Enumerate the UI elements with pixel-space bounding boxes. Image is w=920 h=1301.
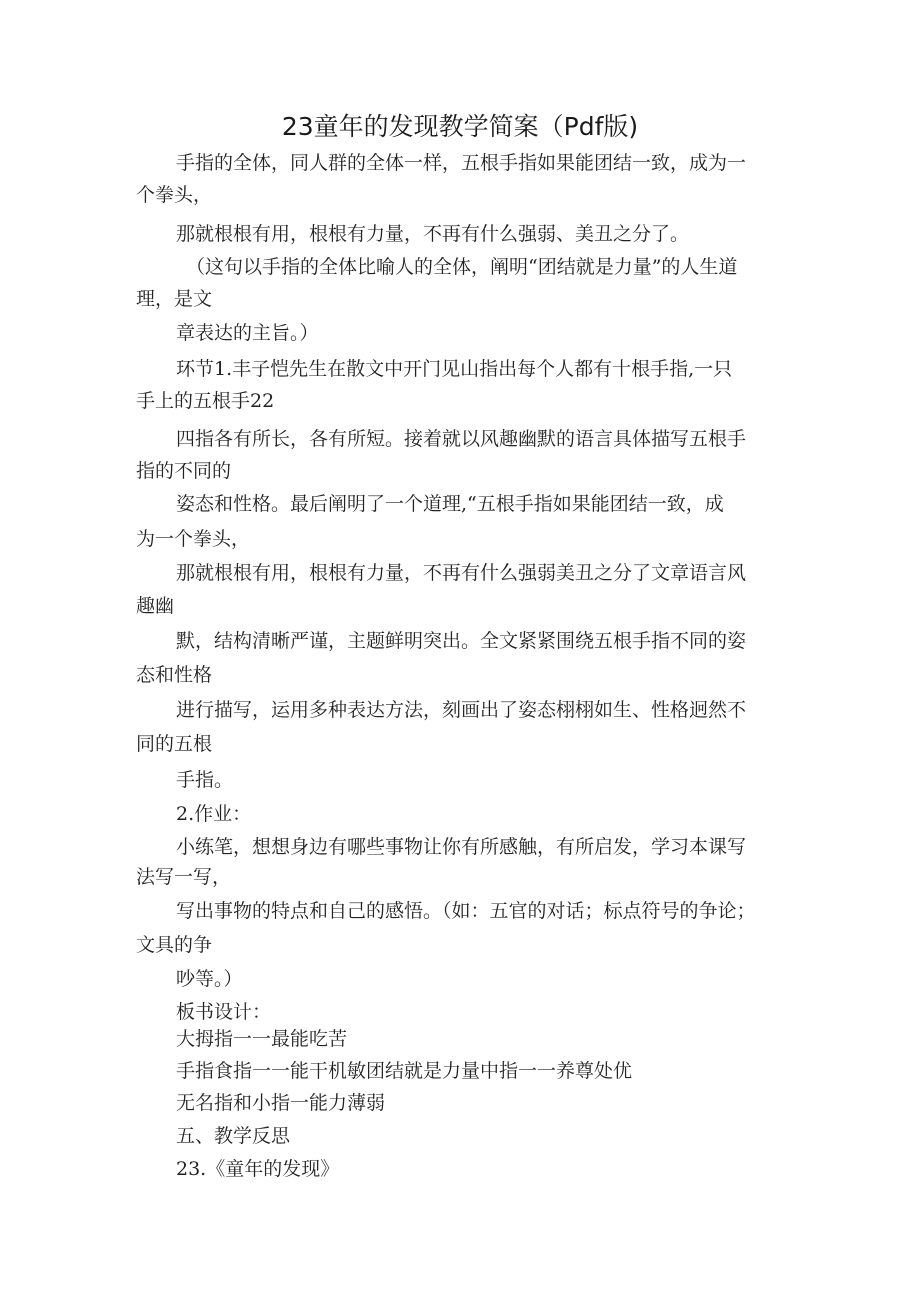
text-line: 法写一写，: [136, 866, 232, 888]
text-line: 四指各有所长，各有所短。接着就以风趣幽默的语言具体描写五根手: [176, 428, 747, 450]
text-line: 默，结构清晰严谨，主题鲜明突出。全文紧紧围绕五根手指不同的姿: [176, 630, 747, 652]
text-line: 手上的五根手22: [136, 390, 275, 412]
text-line: 姿态和性格。最后阐明了一个道理,“五根手指如果能团结一致，成: [176, 493, 724, 515]
text-line: 同的五根: [136, 733, 213, 755]
text-line: 进行描写，运用多种表达方法，刻画出了姿态栩栩如生、性格迥然不: [176, 699, 747, 721]
text-line: 环节1.丰子恺先生在散文中开门见山指出每个人都有十根手指,一只: [176, 358, 733, 380]
text-line: 文具的争: [136, 934, 213, 956]
text-line: 无名指和小指一能力薄弱: [176, 1092, 386, 1114]
text-line: 手指食指一一能干机敏团结就是力量中指一一养尊处优: [176, 1060, 633, 1082]
text-line: 章表达的主旨。）: [176, 322, 319, 344]
text-line: 趣幽: [136, 595, 175, 617]
text-line: 态和性格: [136, 664, 213, 686]
text-line: 那就根根有用，根根有力量，不再有什么强弱美丑之分了文章语言风: [176, 562, 747, 584]
text-line: 为一个拳头，: [136, 528, 251, 550]
text-line: 理，是文: [136, 288, 213, 310]
text-line: 小练笔，想想身边有哪些事物让你有所感触，有所启发，学习本课写: [176, 836, 747, 858]
text-line: 写出事物的特点和自己的感悟。（如：五官的对话；标点符号的争论；: [176, 900, 756, 922]
text-line: 板书设计：: [176, 1001, 272, 1023]
text-line: （这句以手指的全体比喻人的全体，阐明“团结就是力量”的人生道: [186, 256, 738, 278]
text-line: 手指的全体，同人群的全体一样，五根手指如果能团结一致，成为一: [176, 152, 747, 174]
text-line: 那就根根有用，根根有力量，不再有什么强弱、美丑之分了。: [176, 223, 690, 245]
text-line: 五、教学反思: [176, 1125, 291, 1147]
text-line: 大拇指一一最能吃苦: [176, 1028, 348, 1050]
text-line: 吵等。）: [176, 968, 243, 990]
text-line: 指的不同的: [136, 460, 232, 482]
document-title: 23童年的发现教学简案（Pdf版): [281, 112, 639, 141]
text-line: 2.作业：: [176, 803, 252, 825]
text-line: 手指。: [176, 769, 234, 791]
text-line: 23.《童年的发现》: [176, 1158, 340, 1180]
text-line: 个拳头，: [136, 184, 213, 206]
